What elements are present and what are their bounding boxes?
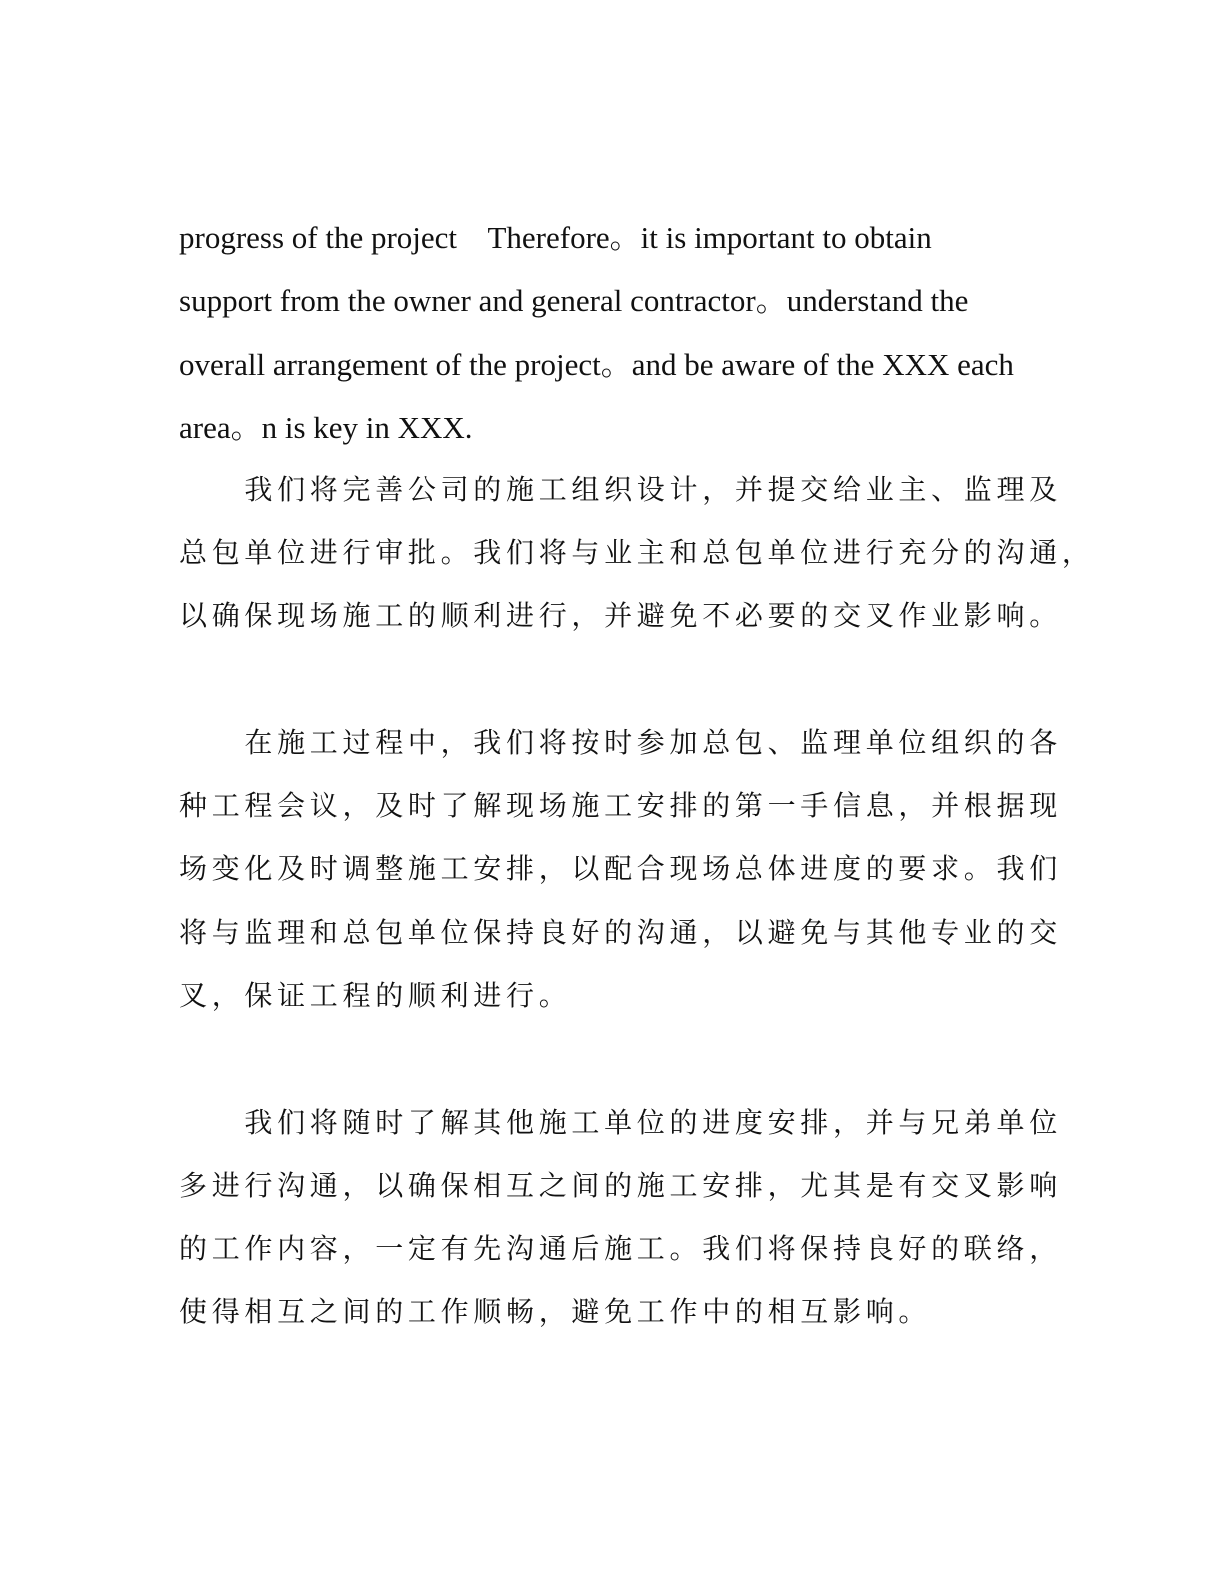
- english-paragraph-line-3: overall arrangement of the project。and be aware of the XXX each: [179, 347, 1014, 382]
- paragraph-3-line-2: 多进行沟通，以确保相互之间的施工安排，尤其是有交叉影响: [179, 1171, 1062, 1202]
- paragraph-3-line-4: 使得相互之间的工作顺畅，避免工作中的相互影响。: [179, 1297, 932, 1328]
- paragraph-3-line-1: 我们将随时了解其他施工单位的进度安排，并与兄弟单位: [179, 1108, 1062, 1139]
- paragraph-1-line-2: 总包单位进行审批。我们将与业主和总包单位进行充分的沟通，: [179, 538, 1095, 569]
- paragraph-2-line-1: 在施工过程中，我们将按时参加总包、监理单位组织的各: [179, 728, 1062, 759]
- paragraph-1-line-1: 我们将完善公司的施工组织设计，并提交给业主、监理及: [179, 475, 1062, 506]
- english-paragraph-line-4: area。n is key in XXX.: [179, 410, 473, 445]
- paragraph-2-line-2: 种工程会议，及时了解现场施工安排的第一手信息，并根据现: [179, 791, 1062, 822]
- paragraph-1-line-3: 以确保现场施工的顺利进行，并避免不必要的交叉作业影响。: [179, 601, 1062, 632]
- paragraph-2-line-4: 将与监理和总包单位保持良好的沟通，以避免与其他专业的交: [179, 918, 1062, 949]
- paragraph-3-line-3: 的工作内容，一定有先沟通后施工。我们将保持良好的联络，: [179, 1234, 1062, 1265]
- paragraph-2-line-5: 叉，保证工程的顺利进行。: [179, 981, 572, 1012]
- paragraph-2-line-3: 场变化及时调整施工安排，以配合现场总体进度的要求。我们: [179, 854, 1062, 885]
- english-paragraph-line-2: support from the owner and general contractor。understand the: [179, 283, 969, 318]
- english-paragraph-line-1: progress of the project Therefore。it is important to obtain: [179, 220, 932, 255]
